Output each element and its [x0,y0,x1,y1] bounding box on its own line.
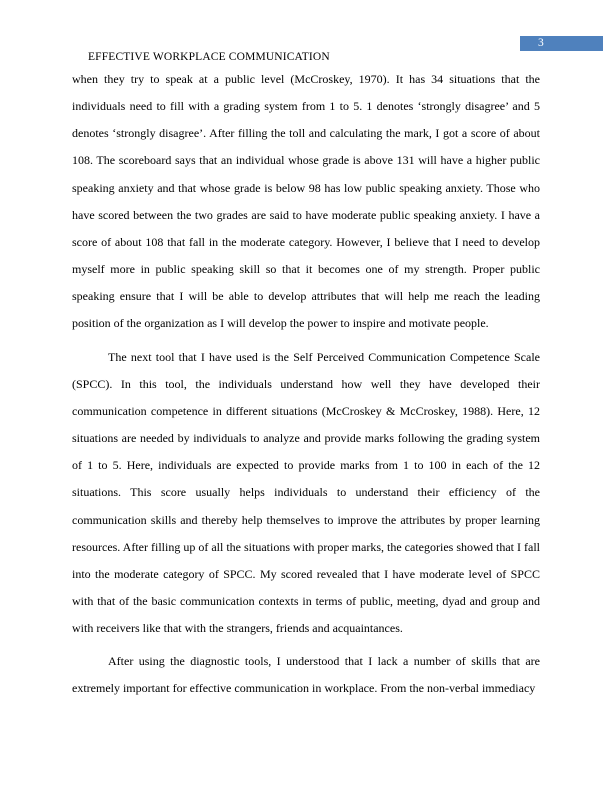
paragraph-continued: when they try to speak at a public level (McCroskey, 1970). It has 34 situations that the individuals need to fill with a grading system from 1 to 5. 1 denotes ‘strongly disagree’ and 5 denotes ‘strongly disagree’. After filling the toll and calculating the mark, I got a score of about 108. The scoreboard says that an individual whose grade is above 131 will have a higher public speaking anxiety and that whose grade is below 98 has low public speaking anxiety. Those who have scored between the two grades are said to have moderate public speaking anxiety. I have a score of about 108 that fall in the moderate category. However, I believe that I need to develop myself more in public speaking skill so that it becomes one of my strength. Proper public speaking ensure that I will be able to develop attributes that will help me reach the leading position of the organization as I will develop the power to inspire and motivate people. [72,72,540,331]
page-number: 3 [538,37,544,49]
paragraph-spcc: The next tool that I have used is the Self Perceived Communication Competence Scale (SPCC). In this tool, the individuals understand how well they have developed their communication competence in different situations (McCroskey & McCroskey, 1988). Here, 12 situations are needed by individuals to analyze and provide marks following the grading system of 1 to 5. Here, individuals are expected to provide marks from 1 to 100 in each of the 12 situations. This score usually helps individuals to understand their efficiency of the communication skills and thereby help themselves to improve the attributes by proper learning resources. After filling up of all the situations with proper marks, the categories showed that I fall into the moderate category of SPCC. My scored revealed that I have moderate level of SPCC with that of the basic communication contexts in terms of public, meeting, dyad and group and with receivers like that with the strangers, friends and acquaintances. [72,349,540,636]
page-number-badge [520,36,603,51]
running-head: EFFECTIVE WORKPLACE COMMUNICATION [88,51,330,63]
document-body [72,66,540,703]
paragraph-diagnostic-tools: After using the diagnostic tools, I understood that I lack a number of skills that are extremely important for effective communication in workplace. From the non-verbal immediacy [72,654,540,696]
